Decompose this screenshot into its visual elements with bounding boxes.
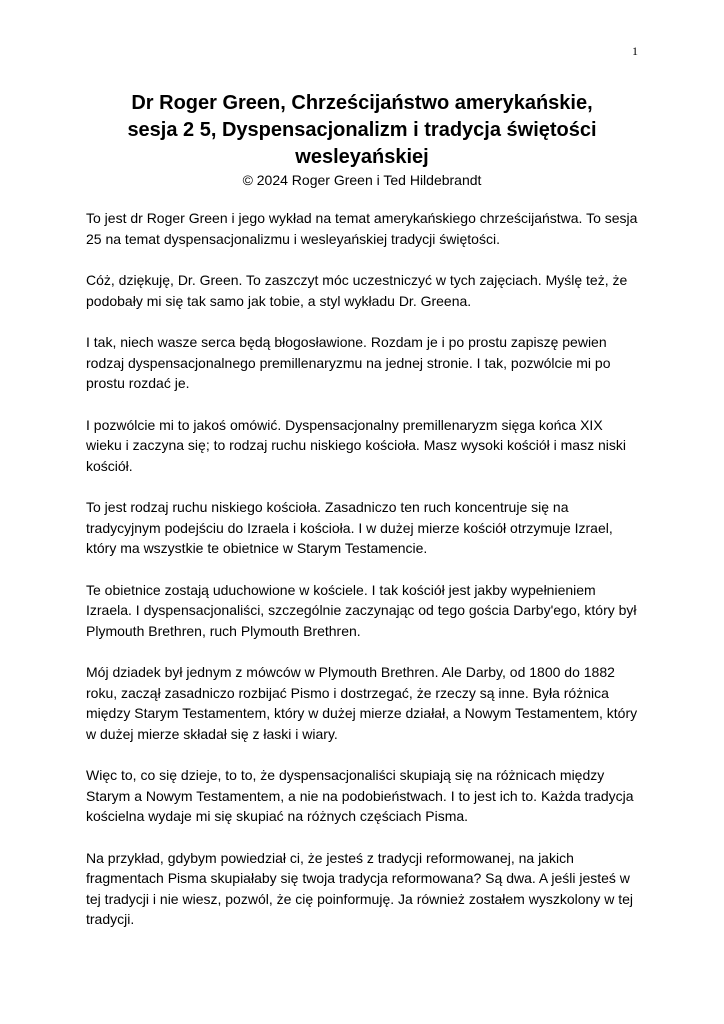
title-line: Dr Roger Green, Chrześcijaństwo amerykańskie,: [131, 92, 593, 114]
paragraph: Cóż, dziękuję, Dr. Green. To zaszczyt móc uczestniczyć w tych zajęciach. Myślę też, że podobały mi się tak samo jak tobie, a styl wykładu Dr. Greena.: [86, 272, 628, 309]
title-line: wesleyańskiej: [295, 146, 429, 168]
paragraph: Te obietnice zostają uduchowione w kościele. I tak kościół jest jakby wypełnieniem Izraela. I dyspensacjonaliści, szczególnie zaczynając od tego gościa Darby'ego, który był Plymouth Brethren, ruch Plymouth Brethren.: [86, 581, 637, 639]
paragraph: Na przykład, gdybym powiedział ci, że jesteś z tradycji reformowanej, na jakich fragmentach Pisma skupiałaby się twoja tradycja reformowana? Są dwa. A jeśli jesteś w tej tradycji i nie wiesz, pozwól, że cię poinformuję. Ja również zostałem wyszkolony w tej tradycji.: [86, 849, 633, 927]
document-body: [86, 90, 638, 951]
paragraph: To jest dr Roger Green i jego wykład na temat amerykańskiego chrześcijaństwa. To sesja 25 na temat dyspensacjonalizmu i wesleyańskiej tradycji świętości.: [86, 210, 638, 247]
document-title: [86, 90, 638, 171]
paragraph: I tak, niech wasze serca będą błogosławione. Rozdam je i po prostu zapiszę pewien rodzaj dyspensacjonalnego premillenaryzmu na jednej stronie. I tak, pozwólcie mi po prostu rozdać je.: [86, 334, 611, 391]
title-line: sesja 2 5, Dyspensacjonalizm i tradycja świętości: [127, 119, 597, 141]
copyright-notice: © 2024 Roger Green i Ted Hildebrandt: [242, 172, 482, 188]
paragraph: Mój dziadek był jednym z mówców w Plymouth Brethren. Ale Darby, od 1800 do 1882 roku, zaczął zasadniczo rozbijać Pismo i dostrzegać, że rzeczy są inne. Była różnica między Starym Testamentem, który w dużej mierze działał, a Nowym Testamentem, który w dużej mierze składał się z łaski i wiary.: [86, 664, 638, 742]
paragraph: Więc to, co się dzieje, to to, że dyspensacjonaliści skupiają się na różnicach między Starym a Nowym Testamentem, a nie na podobieństwach. I to jest ich to. Każda tradycja kościelna wydaje mi się skupiać na różnych częściach Pisma.: [86, 767, 634, 824]
paragraph: To jest rodzaj ruchu niskiego kościoła. Zasadniczo ten ruch koncentruje się na tradycyjnym podejściu do Izraela i kościoła. I w dużej mierze kościół otrzymuje Izrael, który ma wszystkie te obietnice w Starym Testamencie.: [86, 499, 613, 556]
paragraph: I pozwólcie mi to jakoś omówić. Dyspensacjonalny premillenaryzm sięga końca XIX wieku i zaczyna się; to rodzaj ruchu niskiego kościoła. Masz wysoki kościół i masz niski kościół.: [86, 416, 626, 474]
page-number: 1: [632, 44, 638, 58]
